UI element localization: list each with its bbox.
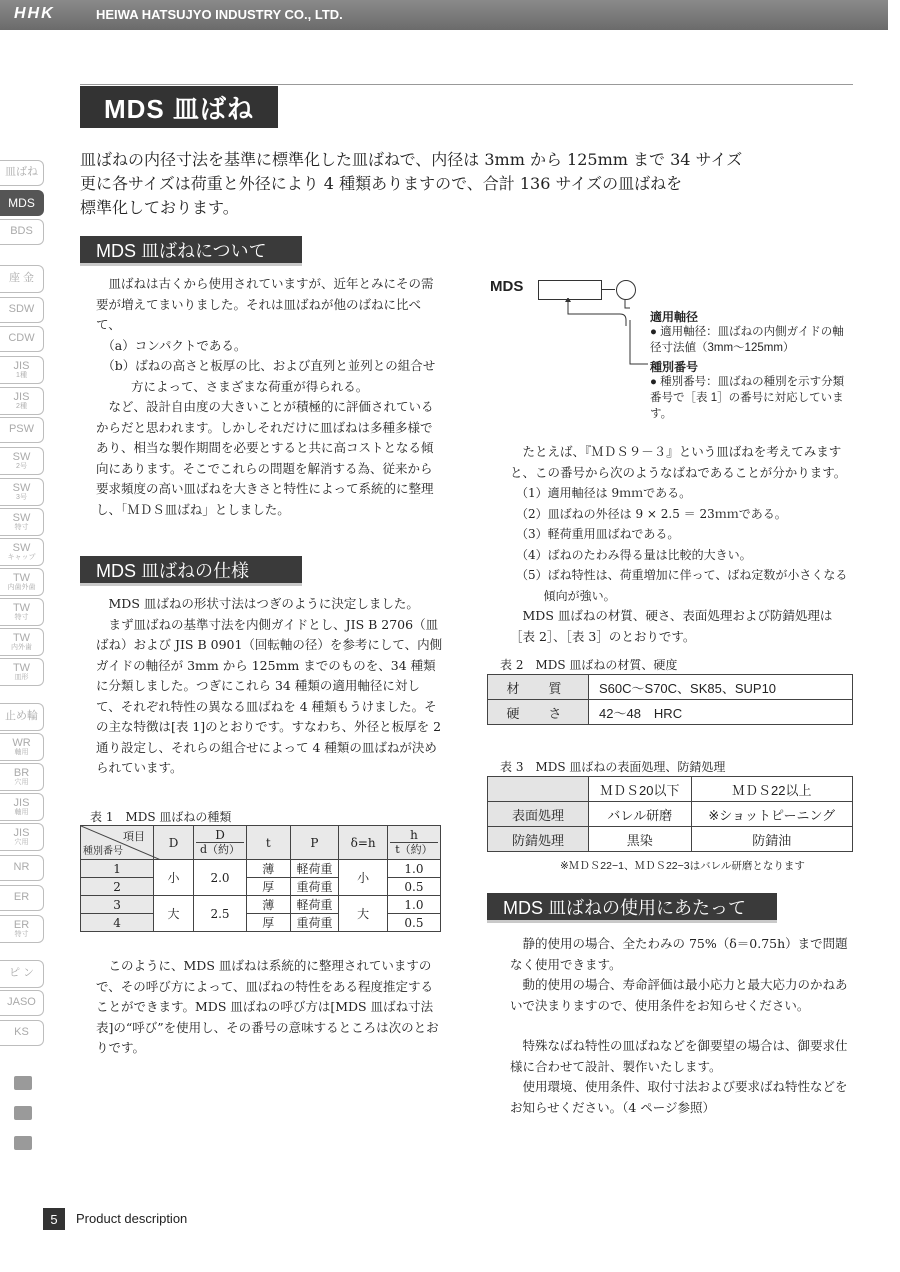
cell-t: 薄 [247, 860, 291, 878]
intro-line: 更に各サイズは荷重と外径により 4 種類ありますので、合計 136 サイズの皿ばねを [80, 174, 683, 193]
sidebar-tab[interactable] [0, 297, 44, 323]
paragraph: まず皿ばねの基準寸法を内側ガイドとし、JIS B 2706（皿ばね）および JIS B 0901（回転軸の径）を参考にして、内側ガイドの軸径が 3mm から 125mm までのものを、34 種類に分類しました。つぎにこれら 34 種類の適用軸径に対して、それぞれ特性の異なる皿ばねを 4 種類もうけました。その主な特徴は[表 1]のとおりです。すなわち、外径と板厚を 2 通り設定し、それらの組合せによって 4 種類の皿ばねが決められています。 [96, 616, 443, 775]
page-number: 5 [43, 1208, 65, 1230]
sidebar-tab-label: KS [14, 1026, 29, 1039]
cell-t: 厚 [247, 914, 291, 932]
section-heading-about: MDS 皿ばねについて [80, 236, 302, 266]
cell-b: ※ショットピーニング [691, 802, 852, 827]
table2 [487, 674, 853, 725]
cell-a: バレル研磨 [589, 802, 692, 827]
sidebar-tab-label: JIS [13, 826, 30, 839]
sidebar-tab[interactable] [0, 598, 44, 626]
diagram-connectors [560, 298, 650, 368]
diagram-size-box [538, 280, 602, 300]
sidebar-tab[interactable] [0, 568, 44, 596]
sidebar-tab[interactable] [0, 160, 44, 186]
cell-Dd: 2.5 [194, 896, 247, 932]
table-row [488, 777, 853, 802]
company-logo: HHK [14, 5, 55, 22]
paragraph: 皿ばねは古くから使用されていますが、近年とみにその需要が増えてまいりました。それは皿ばねが他のばねに比べて、 [96, 276, 434, 332]
sidebar-tab-label: ピ ン [8, 967, 35, 980]
paragraph: など、設計自由度の大きいことが積極的に評価されているからだと思われます。しかしそれだけに皿ばねは多種多様であり、相当な製作期間を必要とすると共に高コストとなる傾向にあります。そこでこれらの問題を解消する為、従来から要求頻度の高い皿ばねを大きさと特性によって系統的に整理し、「ＭＤＳ皿ばね」としました。 [96, 399, 434, 517]
cell-t: 薄 [247, 896, 291, 914]
page-title: MDS 皿ばね [80, 86, 278, 128]
sidebar-tab[interactable] [0, 658, 44, 686]
list-item: （a）コンパクトである。 [102, 337, 247, 353]
table-row [488, 827, 853, 852]
after-table1-text [96, 956, 444, 1059]
diagram-type-desc: ● 種別番号：皿ばねの種別を示す分類番号で［表 1］の番号に対応しています。 [650, 376, 845, 420]
cell-P: 軽荷重 [290, 860, 339, 878]
th-col2: ＭＤＳ22以上 [691, 777, 852, 802]
sidebar-tab[interactable] [0, 190, 44, 216]
table-row [81, 896, 441, 914]
th-col1: ＭＤＳ20以下 [589, 777, 692, 802]
sidebar-tab-label: SW [12, 541, 31, 554]
table-row [81, 860, 441, 878]
cell-label: 防錆処理 [488, 827, 589, 852]
list-item: （b）ばねの高さと板厚の比、および直列と並列との組合せ方によって、さまざまな荷重が得られる。 [102, 358, 436, 394]
cell-P: 重荷重 [290, 878, 339, 896]
sidebar-tab-sub: 内外歯 [11, 644, 32, 652]
sidebar-tab-label: 皿ばね [5, 166, 38, 179]
paragraph: このように、MDS 皿ばねは系統的に整理されていますので、その呼び方によって、皿ばねの特性をある程度推定することができます。MDS 皿ばねの呼び方は[MDS 皿ばね寸法表]の“呼び”を使用し、その番号の意味するところは次のとおりです。 [96, 958, 439, 1055]
spec-text [96, 594, 444, 779]
sidebar-tab-label: JASO [7, 996, 36, 1009]
sidebar-tab-sub: 穴用 [14, 839, 29, 847]
th-Dd [194, 826, 247, 860]
sidebar-tab-label: SW [12, 450, 31, 463]
sidebar-tab[interactable] [0, 885, 44, 911]
title-rule [80, 84, 853, 85]
th-t: t [247, 826, 291, 860]
sidebar-tab-sub: 皿形 [14, 674, 29, 682]
diagram-type-title: 種別番号 [650, 360, 699, 374]
corner-bottom: 種別番号 [83, 846, 123, 857]
section-heading-spec: MDS 皿ばねの仕様 [80, 556, 302, 586]
table1-corner-cell [81, 826, 154, 860]
th-P: P [290, 826, 339, 860]
cell-delta: 大 [339, 896, 388, 932]
table2-caption: 表 2 MDS 皿ばねの材質、硬度 [500, 658, 678, 672]
sidebar-tab-sub: 内歯外歯 [7, 584, 36, 592]
th-ht [387, 826, 440, 860]
table-row [488, 675, 853, 700]
table3 [487, 776, 853, 852]
sidebar-tab[interactable] [0, 478, 44, 506]
sidebar-tab-label: JIS [13, 796, 30, 809]
th-delta: δ=h [339, 826, 388, 860]
sidebar-tab-label: NR [13, 861, 30, 874]
frac-den: t（約） [395, 843, 433, 856]
sidebar-tab-label: ER [13, 891, 30, 904]
sidebar-tab-label: TW [12, 631, 31, 644]
corner-top: 項目 [123, 830, 146, 843]
intro-text [80, 148, 840, 220]
cell-no: 2 [81, 878, 154, 896]
sidebar-tab-label: TW [12, 661, 31, 674]
cell-no: 1 [81, 860, 154, 878]
paragraph: MDS 皿ばねの形状寸法はつぎのように決定しました。 [108, 596, 419, 611]
frac-num: D [196, 828, 244, 843]
paragraph: 動的使用の場合、寿命評価は最小応力と最大応力のかねあいで決まりますので、使用条件をお知らせください。 [510, 977, 848, 1013]
sidebar-tab[interactable] [0, 508, 44, 536]
cell-empty [488, 777, 589, 802]
cell-no: 3 [81, 896, 154, 914]
list-item: （1）適用軸径は 9ｍｍである。 [516, 486, 692, 500]
table-row [81, 914, 441, 932]
footer-label: Product description [76, 1211, 188, 1226]
intro-line: 皿ばねの内径寸法を基準に標準化した皿ばねで、内径は 3mm から 125mm まで 34 サイズ [80, 150, 743, 169]
sidebar-tab[interactable] [0, 823, 44, 851]
paragraph: たとえば、『ＭＤＳ９－３』という皿ばねを考えてみますと、この番号から次のようなばねであることが分かります。 [510, 444, 847, 480]
sidebar-tab[interactable] [0, 990, 44, 1016]
sidebar-tab-sub: 2号 [16, 463, 27, 471]
sidebar-tab-label: JIS [13, 359, 30, 372]
cell-ht: 1.0 [387, 860, 440, 878]
sidebar-tab[interactable] [0, 417, 44, 443]
paragraph: MDS 皿ばねの材質、硬さ、表面処理および防錆処理は［表 2］、［表 3］のとおりです。 [510, 608, 833, 644]
sidebar-tab-label: MDS [8, 195, 35, 210]
cell-delta: 小 [339, 860, 388, 896]
paragraph: 静的使用の場合、全たわみの 75%（δ＝0.75h）まで問題なく使用できます。 [510, 936, 848, 972]
sidebar-tab[interactable] [0, 219, 44, 245]
cell-P: 重荷重 [290, 914, 339, 932]
th-D: D [154, 826, 194, 860]
sidebar-tab-label: JIS [13, 390, 30, 403]
cell-P: 軽荷重 [290, 896, 339, 914]
sidebar-tab-sub: 軸用 [14, 749, 29, 757]
sidebar-tab-label: BR [13, 766, 30, 779]
sidebar-tab-label: BDS [10, 225, 33, 238]
sidebar-tab-label: 止め輪 [5, 710, 38, 723]
sidebar-tab-label: TW [12, 601, 31, 614]
table1-caption: 表 1 MDS 皿ばねの種類 [90, 810, 232, 824]
about-text [96, 274, 444, 520]
folder-icon[interactable] [14, 1136, 32, 1150]
sidebar-tab-label: PSW [8, 423, 35, 436]
paragraph: 使用環境、使用条件、取付寸法および要求ばね特性などをお知らせください。（4 ページ参照） [510, 1079, 848, 1115]
sidebar-tab[interactable] [0, 538, 44, 566]
sidebar-tab[interactable] [0, 326, 44, 352]
sidebar-tab-label: SW [12, 511, 31, 524]
sidebar-tab[interactable] [0, 703, 44, 731]
sidebar-tab-label: WR [12, 736, 31, 749]
list-item: （2）皿ばねの外径は 9 × 2.5 ＝ 23ｍｍである。 [516, 506, 787, 521]
sidebar-tab[interactable] [0, 387, 44, 415]
sidebar-tab-sub: 1種 [16, 372, 27, 380]
folder-icon[interactable] [14, 1076, 32, 1090]
sidebar-tab-label: ER [13, 918, 30, 931]
cell-ht: 0.5 [387, 878, 440, 896]
sidebar-tab[interactable] [0, 960, 44, 988]
cell-value: 42〜48 HRC [589, 700, 853, 725]
cell-label: 硬 さ [488, 700, 589, 725]
cell-b: 防錆油 [691, 827, 852, 852]
sidebar-tab[interactable] [0, 855, 44, 881]
sidebar-tab-sub: 特寸 [14, 614, 29, 622]
cell-label: 材 質 [488, 675, 589, 700]
sidebar-tab-label: TW [12, 571, 31, 584]
sidebar-tab-sub: 軸用 [14, 809, 29, 817]
cell-Dd: 2.0 [194, 860, 247, 896]
list-item: （3）軽荷重用皿ばねである。 [516, 527, 680, 541]
example-text [510, 442, 856, 647]
sidebar-tab[interactable] [0, 793, 44, 821]
table3-caption: 表 3 MDS 皿ばねの表面処理、防錆処理 [500, 760, 726, 774]
diagram-shaft-title: 適用軸径 [650, 310, 699, 324]
list-item: （4）ばねのたわみ得る量は比較的大きい。 [516, 547, 752, 562]
sidebar-tab[interactable] [0, 1020, 44, 1046]
diagram-type-circle [616, 280, 636, 300]
paragraph: 特殊なばね特性の皿ばねなどを御要望の場合は、御要求仕様に合わせて設計、製作いたします。 [510, 1038, 848, 1074]
sidebar-tab[interactable] [0, 763, 44, 791]
company-name: HEIWA HATSUJYO INDUSTRY CO., LTD. [96, 7, 343, 22]
table1 [80, 825, 441, 932]
sidebar-tab[interactable] [0, 265, 44, 293]
sidebar-tab-sub: 特寸 [14, 524, 29, 532]
section-heading-usage: MDS 皿ばねの使用にあたって [487, 893, 777, 923]
sidebar-tab-label: SW [12, 481, 31, 494]
list-item: （5）ばね特性は、荷重増加に伴って、ばね定数が小さくなる傾向が強い。 [516, 568, 848, 603]
cell-value: S60C〜S70C、SK85、SUP10 [589, 675, 853, 700]
sidebar-tab-label: SDW [8, 303, 35, 316]
sidebar-tab-label: CDW [8, 332, 35, 345]
table-row [488, 802, 853, 827]
sidebar-tab[interactable] [0, 356, 44, 384]
table3-note: ※ＭＤＳ22−1、ＭＤＳ22−3はバレル研磨となります [560, 860, 805, 872]
diagram-dash [601, 289, 615, 290]
folder-icon[interactable] [14, 1106, 32, 1120]
usage-text [510, 934, 856, 1118]
sidebar-tab-sub: 特寸 [14, 931, 29, 939]
sidebar-tab[interactable] [0, 733, 44, 761]
cell-D: 大 [154, 896, 194, 932]
sidebar-tab[interactable] [0, 628, 44, 656]
cell-ht: 1.0 [387, 896, 440, 914]
cell-a: 黒染 [589, 827, 692, 852]
diagram-shaft-desc: ● 適用軸径：皿ばねの内側ガイドの軸径寸法値（3mm〜125mm） [650, 326, 844, 354]
sidebar-tab[interactable] [0, 447, 44, 475]
table-row [81, 878, 441, 896]
cell-t: 厚 [247, 878, 291, 896]
sidebar-tab-sub: 3号 [16, 494, 27, 502]
cell-no: 4 [81, 914, 154, 932]
diagram-prefix: MDS [490, 278, 524, 295]
sidebar-tab-sub: 2種 [16, 403, 27, 411]
cell-D: 小 [154, 860, 194, 896]
intro-line: 標準化しております。 [80, 198, 239, 217]
frac-den: d（約） [200, 843, 241, 856]
sidebar-tab[interactable] [0, 915, 44, 943]
table-row [488, 700, 853, 725]
cell-ht: 0.5 [387, 914, 440, 932]
sidebar-tab-label: 座 金 [8, 272, 35, 285]
frac-num: h [390, 828, 438, 843]
sidebar-tab-sub: 穴用 [14, 779, 29, 787]
cell-label: 表面処理 [488, 802, 589, 827]
sidebar-tab-sub: キャップ [7, 554, 36, 562]
